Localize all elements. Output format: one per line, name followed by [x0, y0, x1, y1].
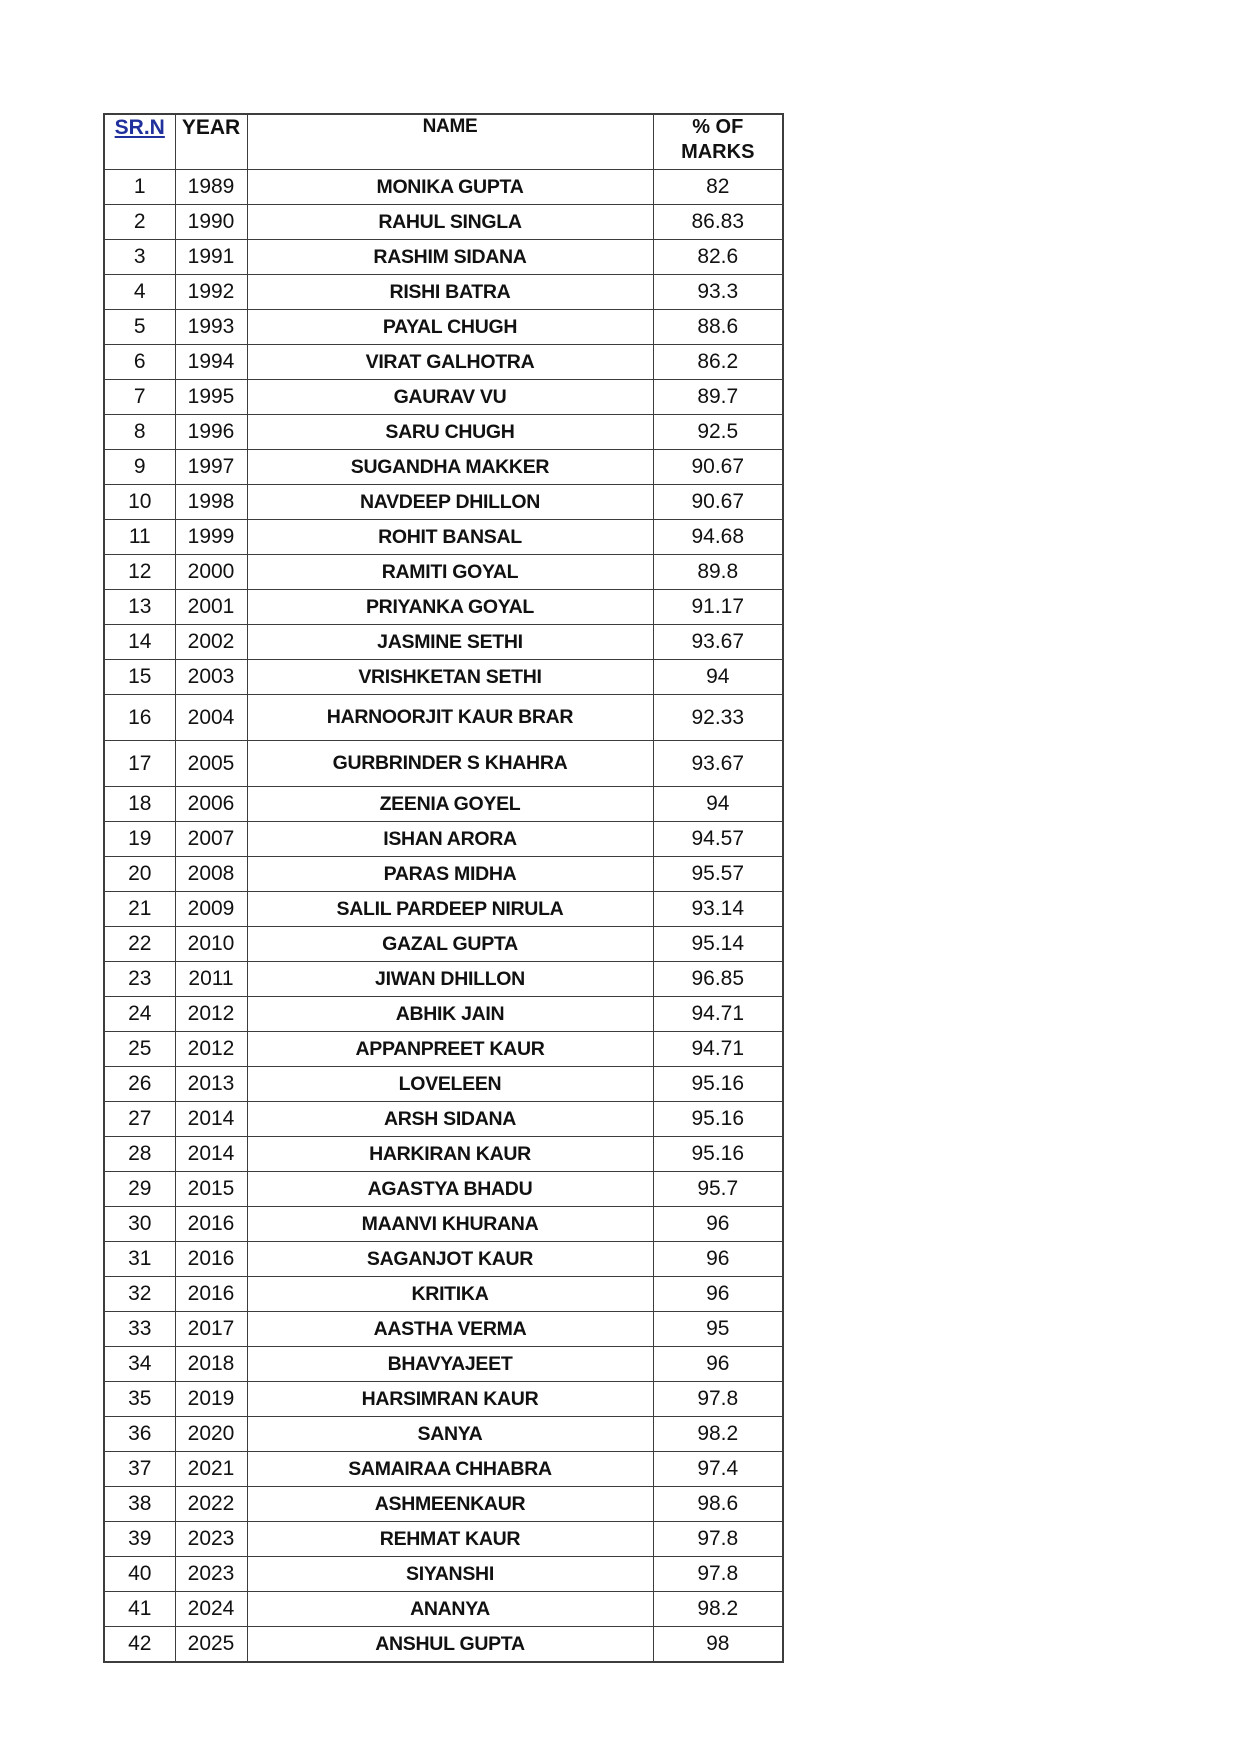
- cell-year: 2016: [175, 1277, 247, 1312]
- header-marks: % OF MARKS: [653, 114, 783, 170]
- cell-year: 2008: [175, 857, 247, 892]
- table-row: [104, 1032, 783, 1067]
- table-row: [104, 787, 783, 822]
- cell-name: ASHMEENKAUR: [247, 1487, 653, 1522]
- cell-year: 1996: [175, 415, 247, 450]
- cell-srn: 41: [104, 1592, 175, 1627]
- cell-marks: 93.3: [653, 275, 783, 310]
- cell-srn: 26: [104, 1067, 175, 1102]
- cell-year: 1989: [175, 170, 247, 205]
- table-row: [104, 1487, 783, 1522]
- table-row: [104, 1137, 783, 1172]
- cell-name: ISHAN ARORA: [247, 822, 653, 857]
- cell-name: AASTHA VERMA: [247, 1312, 653, 1347]
- cell-year: 2005: [175, 741, 247, 787]
- cell-marks: 96: [653, 1277, 783, 1312]
- cell-year: 2012: [175, 997, 247, 1032]
- table-row: [104, 1382, 783, 1417]
- cell-year: 2017: [175, 1312, 247, 1347]
- cell-year: 1999: [175, 520, 247, 555]
- cell-marks: 92.33: [653, 695, 783, 741]
- cell-srn: 35: [104, 1382, 175, 1417]
- toppers-table: [103, 113, 784, 1663]
- cell-year: 2012: [175, 1032, 247, 1067]
- table-row: [104, 1207, 783, 1242]
- table-row: [104, 660, 783, 695]
- cell-srn: 14: [104, 625, 175, 660]
- table-row: [104, 625, 783, 660]
- cell-year: 2024: [175, 1592, 247, 1627]
- cell-year: 2018: [175, 1347, 247, 1382]
- cell-year: 2016: [175, 1242, 247, 1277]
- table-row: [104, 485, 783, 520]
- cell-year: 2015: [175, 1172, 247, 1207]
- table-row: [104, 555, 783, 590]
- cell-marks: 91.17: [653, 590, 783, 625]
- cell-name: RISHI BATRA: [247, 275, 653, 310]
- table-row: [104, 1312, 783, 1347]
- cell-marks: 96: [653, 1207, 783, 1242]
- cell-srn: 13: [104, 590, 175, 625]
- cell-srn: 38: [104, 1487, 175, 1522]
- table-row: [104, 520, 783, 555]
- cell-name: HARKIRAN KAUR: [247, 1137, 653, 1172]
- cell-srn: 37: [104, 1452, 175, 1487]
- cell-marks: 94.57: [653, 822, 783, 857]
- header-srn: [104, 114, 175, 170]
- cell-name: ZEENIA GOYEL: [247, 787, 653, 822]
- cell-year: 2020: [175, 1417, 247, 1452]
- table-row: [104, 1522, 783, 1557]
- cell-name: GAZAL GUPTA: [247, 927, 653, 962]
- cell-srn: 40: [104, 1557, 175, 1592]
- cell-name: AGASTYA BHADU: [247, 1172, 653, 1207]
- cell-year: 2014: [175, 1102, 247, 1137]
- table-row: [104, 1102, 783, 1137]
- cell-name: PRIYANKA GOYAL: [247, 590, 653, 625]
- cell-marks: 96.85: [653, 962, 783, 997]
- table-row: [104, 997, 783, 1032]
- cell-marks: 86.83: [653, 205, 783, 240]
- cell-name: MAANVI KHURANA: [247, 1207, 653, 1242]
- cell-name: VRISHKETAN SETHI: [247, 660, 653, 695]
- cell-srn: 20: [104, 857, 175, 892]
- cell-name: VIRAT GALHOTRA: [247, 345, 653, 380]
- table-row: [104, 170, 783, 205]
- table-row: [104, 275, 783, 310]
- cell-year: 2003: [175, 660, 247, 695]
- srn-header-link[interactable]: SR.N: [114, 116, 165, 139]
- cell-year: 1994: [175, 345, 247, 380]
- cell-srn: 28: [104, 1137, 175, 1172]
- cell-srn: 7: [104, 380, 175, 415]
- cell-name: LOVELEEN: [247, 1067, 653, 1102]
- cell-marks: 96: [653, 1242, 783, 1277]
- cell-year: 1995: [175, 380, 247, 415]
- cell-marks: 94.71: [653, 997, 783, 1032]
- cell-name: ANANYA: [247, 1592, 653, 1627]
- table-row: [104, 695, 783, 741]
- table-row: [104, 380, 783, 415]
- cell-marks: 97.8: [653, 1522, 783, 1557]
- table-row: [104, 345, 783, 380]
- table-row: [104, 310, 783, 345]
- cell-marks: 94.71: [653, 1032, 783, 1067]
- cell-marks: 98: [653, 1627, 783, 1663]
- cell-srn: 10: [104, 485, 175, 520]
- cell-marks: 82: [653, 170, 783, 205]
- cell-marks: 90.67: [653, 485, 783, 520]
- cell-name: NAVDEEP DHILLON: [247, 485, 653, 520]
- cell-srn: 24: [104, 997, 175, 1032]
- cell-name: ABHIK JAIN: [247, 997, 653, 1032]
- cell-year: 1998: [175, 485, 247, 520]
- table-row: [104, 1417, 783, 1452]
- cell-year: 2004: [175, 695, 247, 741]
- cell-year: 2007: [175, 822, 247, 857]
- cell-marks: 98.2: [653, 1417, 783, 1452]
- cell-srn: 22: [104, 927, 175, 962]
- cell-name: HARNOORJIT KAUR BRAR: [247, 695, 653, 741]
- table-row: [104, 450, 783, 485]
- cell-name: PARAS MIDHA: [247, 857, 653, 892]
- cell-srn: 4: [104, 275, 175, 310]
- header-row: [104, 114, 783, 170]
- table-row: [104, 741, 783, 787]
- cell-year: 2019: [175, 1382, 247, 1417]
- cell-year: 1992: [175, 275, 247, 310]
- cell-name: PAYAL CHUGH: [247, 310, 653, 345]
- cell-name: RAHUL SINGLA: [247, 205, 653, 240]
- cell-srn: 2: [104, 205, 175, 240]
- cell-name: GAURAV VU: [247, 380, 653, 415]
- cell-name: SANYA: [247, 1417, 653, 1452]
- cell-srn: 1: [104, 170, 175, 205]
- cell-srn: 31: [104, 1242, 175, 1277]
- cell-marks: 88.6: [653, 310, 783, 345]
- cell-name: RAMITI GOYAL: [247, 555, 653, 590]
- cell-marks: 97.4: [653, 1452, 783, 1487]
- table-row: [104, 1452, 783, 1487]
- cell-marks: 86.2: [653, 345, 783, 380]
- cell-year: 2023: [175, 1522, 247, 1557]
- table-row: [104, 962, 783, 997]
- cell-srn: 34: [104, 1347, 175, 1382]
- cell-srn: 32: [104, 1277, 175, 1312]
- cell-marks: 92.5: [653, 415, 783, 450]
- cell-marks: 94.68: [653, 520, 783, 555]
- table-row: [104, 1067, 783, 1102]
- cell-name: SIYANSHI: [247, 1557, 653, 1592]
- cell-marks: 97.8: [653, 1382, 783, 1417]
- cell-name: SAMAIRAA CHHABRA: [247, 1452, 653, 1487]
- cell-srn: 16: [104, 695, 175, 741]
- cell-srn: 9: [104, 450, 175, 485]
- cell-year: 1993: [175, 310, 247, 345]
- cell-year: 1997: [175, 450, 247, 485]
- cell-marks: 94: [653, 660, 783, 695]
- table-row: [104, 1627, 783, 1663]
- cell-year: 2006: [175, 787, 247, 822]
- cell-marks: 89.7: [653, 380, 783, 415]
- cell-name: SAGANJOT KAUR: [247, 1242, 653, 1277]
- table-row: [104, 240, 783, 275]
- table-row: [104, 822, 783, 857]
- cell-name: SARU CHUGH: [247, 415, 653, 450]
- table-row: [104, 1172, 783, 1207]
- cell-year: 2023: [175, 1557, 247, 1592]
- cell-srn: 30: [104, 1207, 175, 1242]
- cell-year: 2014: [175, 1137, 247, 1172]
- cell-marks: 90.67: [653, 450, 783, 485]
- cell-marks: 97.8: [653, 1557, 783, 1592]
- cell-marks: 93.14: [653, 892, 783, 927]
- cell-marks: 95.16: [653, 1137, 783, 1172]
- table-row: [104, 1347, 783, 1382]
- cell-srn: 39: [104, 1522, 175, 1557]
- cell-srn: 11: [104, 520, 175, 555]
- cell-name: JIWAN DHILLON: [247, 962, 653, 997]
- cell-name: ANSHUL GUPTA: [247, 1627, 653, 1663]
- table-row: [104, 892, 783, 927]
- cell-srn: 3: [104, 240, 175, 275]
- cell-year: 2001: [175, 590, 247, 625]
- cell-marks: 94: [653, 787, 783, 822]
- cell-srn: 42: [104, 1627, 175, 1663]
- cell-name: SUGANDHA MAKKER: [247, 450, 653, 485]
- cell-year: 2025: [175, 1627, 247, 1663]
- cell-name: RASHIM SIDANA: [247, 240, 653, 275]
- cell-srn: 6: [104, 345, 175, 380]
- cell-srn: 27: [104, 1102, 175, 1137]
- cell-name: APPANPREET KAUR: [247, 1032, 653, 1067]
- cell-marks: 95.16: [653, 1067, 783, 1102]
- cell-marks: 95: [653, 1312, 783, 1347]
- cell-marks: 96: [653, 1347, 783, 1382]
- cell-srn: 33: [104, 1312, 175, 1347]
- cell-srn: 17: [104, 741, 175, 787]
- cell-year: 2010: [175, 927, 247, 962]
- cell-marks: 93.67: [653, 741, 783, 787]
- table-row: [104, 205, 783, 240]
- cell-name: HARSIMRAN KAUR: [247, 1382, 653, 1417]
- cell-marks: 95.14: [653, 927, 783, 962]
- cell-name: JASMINE SETHI: [247, 625, 653, 660]
- cell-marks: 95.57: [653, 857, 783, 892]
- cell-marks: 95.7: [653, 1172, 783, 1207]
- table-body: [104, 170, 783, 1663]
- table-row: [104, 1242, 783, 1277]
- cell-marks: 82.6: [653, 240, 783, 275]
- cell-srn: 21: [104, 892, 175, 927]
- cell-name: ROHIT BANSAL: [247, 520, 653, 555]
- cell-year: 2013: [175, 1067, 247, 1102]
- cell-srn: 5: [104, 310, 175, 345]
- header-year: YEAR: [175, 114, 247, 170]
- table-row: [104, 1277, 783, 1312]
- cell-name: REHMAT KAUR: [247, 1522, 653, 1557]
- cell-year: 2022: [175, 1487, 247, 1522]
- cell-srn: 19: [104, 822, 175, 857]
- cell-year: 2021: [175, 1452, 247, 1487]
- cell-srn: 29: [104, 1172, 175, 1207]
- cell-srn: 36: [104, 1417, 175, 1452]
- cell-name: BHAVYAJEET: [247, 1347, 653, 1382]
- cell-name: MONIKA GUPTA: [247, 170, 653, 205]
- table-row: [104, 1592, 783, 1627]
- table-row: [104, 1557, 783, 1592]
- cell-srn: 18: [104, 787, 175, 822]
- cell-year: 2002: [175, 625, 247, 660]
- cell-year: 2011: [175, 962, 247, 997]
- table-row: [104, 415, 783, 450]
- cell-year: 2000: [175, 555, 247, 590]
- cell-name: ARSH SIDANA: [247, 1102, 653, 1137]
- cell-year: 2016: [175, 1207, 247, 1242]
- table-row: [104, 857, 783, 892]
- cell-marks: 98.6: [653, 1487, 783, 1522]
- header-name: NAME: [247, 114, 653, 170]
- cell-marks: 98.2: [653, 1592, 783, 1627]
- table-row: [104, 590, 783, 625]
- cell-year: 1991: [175, 240, 247, 275]
- cell-name: GURBRINDER S KHAHRA: [247, 741, 653, 787]
- cell-srn: 23: [104, 962, 175, 997]
- table-row: [104, 927, 783, 962]
- cell-marks: 89.8: [653, 555, 783, 590]
- cell-name: SALIL PARDEEP NIRULA: [247, 892, 653, 927]
- cell-year: 2009: [175, 892, 247, 927]
- cell-marks: 95.16: [653, 1102, 783, 1137]
- cell-srn: 12: [104, 555, 175, 590]
- cell-marks: 93.67: [653, 625, 783, 660]
- cell-srn: 15: [104, 660, 175, 695]
- cell-year: 1990: [175, 205, 247, 240]
- cell-srn: 25: [104, 1032, 175, 1067]
- cell-name: KRITIKA: [247, 1277, 653, 1312]
- cell-srn: 8: [104, 415, 175, 450]
